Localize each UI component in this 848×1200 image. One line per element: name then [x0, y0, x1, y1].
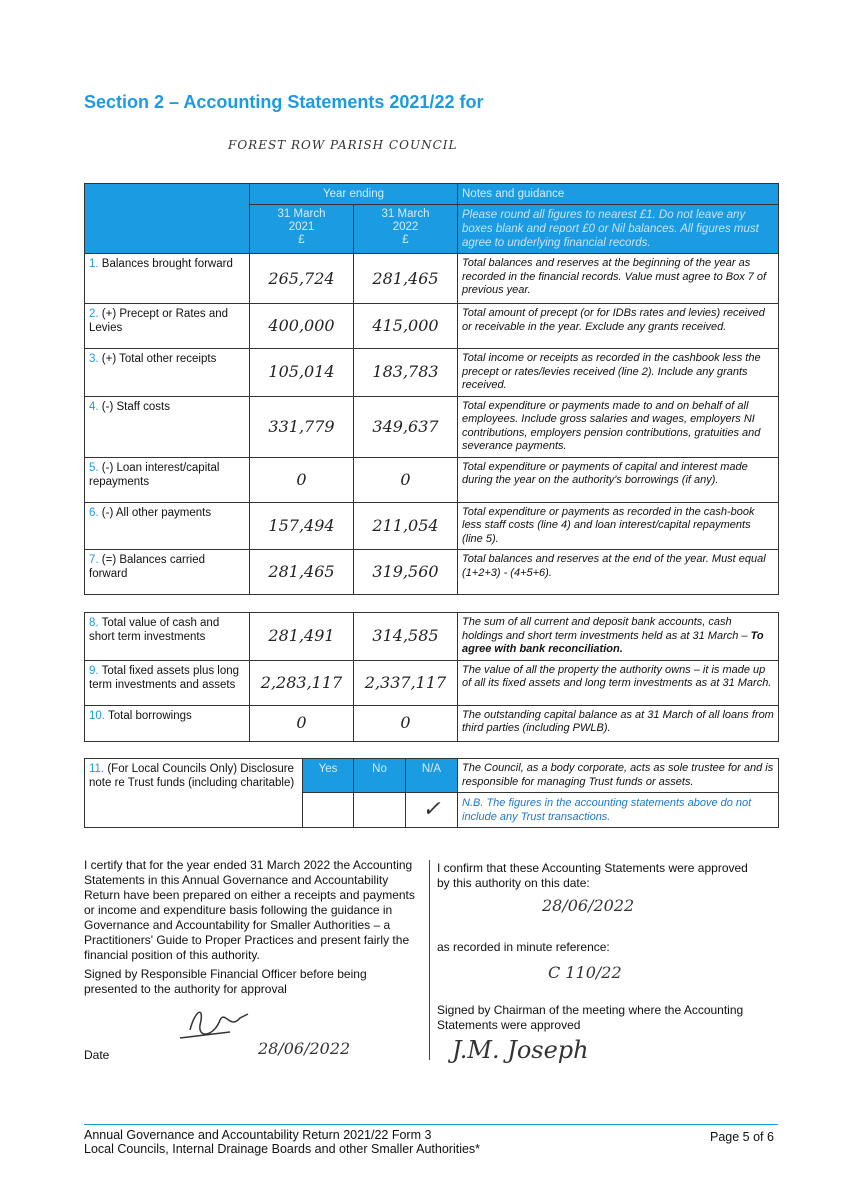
trust-label: (For Local Councils Only) Disclosure note re Trust funds (including charitable)	[89, 763, 295, 789]
row-label: Total value of cash and short term investments	[89, 617, 220, 643]
row-number: 9.	[89, 664, 99, 677]
trust-note-2: N.B. The figures in the accounting statements above do not include any Trust transactions.	[458, 793, 779, 828]
rfo-certification-text: I certify that for the year ended 31 March 2022 the Accounting Statements in this Annual Governance and Accountability Return have been prepared on either a receipts and payments or income and expenditure basis following the guidance in Governance and Accountability for Smaller Authorities – a Practitioners' Guide to Proper Practices and present fairly the financial position of this authority.	[84, 858, 415, 962]
minute-reference: C 110/22	[548, 963, 622, 982]
trust-no-box[interactable]	[354, 793, 406, 828]
footer-rule	[84, 1124, 778, 1125]
rfo-signature	[170, 1000, 260, 1045]
table-row	[85, 502, 779, 550]
trust-na-header: N/A	[406, 759, 458, 793]
chair-signature: J.M. Joseph	[452, 1036, 589, 1064]
row-note-text: Total amount of precept (or for IDBs rates and levies) received or receivable in the year. Exclude any grants received.	[462, 307, 765, 333]
table-row	[85, 550, 779, 595]
row-note-text: Total expenditure or payments made to and on behalf of all employees. Include gross salaries and wages, employers NI contributions, employers pension contributions, gratuities and severance payments.	[462, 399, 761, 452]
row-note	[458, 457, 779, 502]
blank-header-cell	[85, 184, 250, 254]
trust-na-box[interactable]	[406, 793, 458, 828]
row-number: 4.	[89, 400, 99, 413]
row-note	[458, 660, 779, 705]
approval-text: I confirm that these Accounting Statements were approved by this authority on this date:	[437, 861, 748, 890]
value-2022[interactable]: 0	[354, 705, 458, 741]
value-2022[interactable]: 211,054	[354, 502, 458, 550]
col-2021-header: 31 March 2021 £	[250, 205, 354, 254]
row-label-cell	[85, 502, 250, 550]
assets-table	[84, 612, 779, 742]
row-note	[458, 613, 779, 661]
row-note-text: Total balances and reserves at the beginning of the year as recorded in the financial records. Value must agree to Box 7 of previous year.	[462, 257, 767, 296]
row-label: (=) Balances carried forward	[89, 554, 206, 580]
row-note-text: The sum of all current and deposit bank accounts, cash holdings and short term investments held as at 31 March –	[462, 616, 748, 642]
row-label: Balances brought forward	[101, 258, 233, 270]
row-label-cell	[85, 349, 250, 397]
row-note-text: The outstanding capital balance as at 31 March of all loans from third parties (including PWLB).	[462, 708, 774, 734]
row-number: 10.	[89, 709, 105, 722]
row-number: 6.	[89, 506, 99, 519]
row-note-text: Total balances and reserves at the end of the year. Must equal (1+2+3) - (4+5+6).	[462, 553, 766, 579]
column-divider	[429, 860, 430, 1060]
row-note-bold: To agree with bank reconciliation.	[462, 629, 764, 655]
row-note	[458, 550, 779, 595]
row-note	[458, 705, 779, 741]
value-2021[interactable]: 0	[250, 705, 354, 741]
value-2021[interactable]: 0	[250, 457, 354, 502]
row-label-cell	[85, 705, 250, 741]
row-note	[458, 304, 779, 349]
row-number: 3.	[89, 353, 99, 365]
row-note-text: Total expenditure or payments of capital and interest made during the year on the authority's borrowings (if any).	[462, 460, 748, 486]
year-ending-header: Year ending	[250, 184, 458, 205]
chair-signed-text: Signed by Chairman of the meeting where the Accounting Statements were approved	[437, 1003, 744, 1032]
rfo-date: 28/06/2022	[258, 1039, 351, 1058]
value-2022[interactable]: 349,637	[354, 396, 458, 457]
value-2022[interactable]: 415,000	[354, 304, 458, 349]
row-label-cell	[85, 660, 250, 705]
row-label-cell	[85, 254, 250, 304]
notes-header: Notes and guidance	[458, 184, 779, 205]
approval-date: 28/06/2022	[542, 896, 635, 915]
value-2022[interactable]: 319,560	[354, 550, 458, 595]
trust-funds-table	[84, 758, 779, 828]
table-row	[85, 396, 779, 457]
row-label: Total fixed assets plus long term investments and assets	[89, 664, 240, 691]
row-note	[458, 349, 779, 397]
value-2021[interactable]: 331,779	[250, 396, 354, 457]
row-number: 7.	[89, 554, 99, 566]
row-label: (-) Loan interest/capital repayments	[89, 461, 220, 488]
value-2022[interactable]: 0	[354, 457, 458, 502]
trust-yes-header: Yes	[303, 759, 354, 793]
footer-text	[84, 1128, 480, 1156]
row-note-text: Total income or receipts as recorded in the cashbook less the precept or rates/levies received (line 2). Include any grants received.	[462, 352, 761, 391]
row-number: 8.	[89, 617, 99, 629]
row-label: (+) Precept or Rates and Levies	[89, 308, 229, 334]
table-row	[85, 705, 779, 741]
table-row	[85, 457, 779, 502]
value-2021[interactable]: 2,283,117	[250, 660, 354, 705]
authority-name: FOREST ROW PARISH COUNCIL	[228, 138, 458, 152]
row-number: 2.	[89, 308, 99, 320]
row-note	[458, 254, 779, 304]
value-2021[interactable]: 281,465	[250, 550, 354, 595]
value-2022[interactable]: 281,465	[354, 254, 458, 304]
col-2022-header: 31 March 2022 £	[354, 205, 458, 254]
value-2021[interactable]: 105,014	[250, 349, 354, 397]
table-row	[85, 660, 779, 705]
row-label: (-) Staff costs	[101, 400, 170, 413]
table-row	[85, 349, 779, 397]
value-2022[interactable]: 183,783	[354, 349, 458, 397]
table-row	[85, 254, 779, 304]
value-2021[interactable]: 400,000	[250, 304, 354, 349]
check-mark-icon: ✓	[422, 796, 441, 822]
minute-text: as recorded in minute reference:	[437, 940, 610, 954]
value-2021[interactable]: 281,491	[250, 613, 354, 661]
row-label-cell	[85, 304, 250, 349]
row-label-cell	[85, 550, 250, 595]
value-2022[interactable]: 314,585	[354, 613, 458, 661]
trust-no-header: No	[354, 759, 406, 793]
trust-yes-box[interactable]	[303, 793, 354, 828]
value-2022[interactable]: 2,337,117	[354, 660, 458, 705]
date-label: Date	[84, 1048, 110, 1062]
row-label-cell	[85, 613, 250, 661]
trust-note-1: The Council, as a body corporate, acts as sole trustee for and is responsible for managing Trust funds or assets.	[458, 759, 779, 793]
row-label-cell	[85, 396, 250, 457]
trust-label-cell	[85, 759, 303, 828]
row-label-cell	[85, 457, 250, 502]
page-number: Page 5 of 6	[710, 1130, 774, 1144]
row-label: (+) Total other receipts	[101, 353, 217, 365]
table-row	[85, 613, 779, 661]
row-label: (-) All other payments	[101, 506, 212, 519]
value-2021[interactable]: 157,494	[250, 502, 354, 550]
row-note-text: Total expenditure or payments as recorded in the cash-book less staff costs (line 4) and loan interest/capital repayments (line 5).	[462, 505, 755, 545]
footer-line-2: Local Councils, Internal Drainage Boards and other Smaller Authorities*	[84, 1142, 481, 1156]
trust-num: 11.	[89, 763, 105, 775]
row-note-text: The value of all the property the authority owns – it is made up of all its fixed assets and long term investments as at 31 March.	[462, 663, 772, 689]
row-note	[458, 396, 779, 457]
notes-subheader: Please round all figures to nearest £1. Do not leave any boxes blank and report £0 or Nil balances. All figures must agree to underlying financial records.	[458, 205, 779, 254]
row-number: 5.	[89, 461, 99, 474]
row-number: 1.	[89, 258, 99, 270]
accounting-statements-table	[84, 183, 779, 595]
row-note	[458, 502, 779, 550]
row-label: Total borrowings	[108, 709, 192, 722]
section-title: Section 2 – Accounting Statements 2021/22 for	[84, 92, 484, 112]
footer-line-1: Annual Governance and Accountability Return 2021/22 Form 3	[84, 1128, 432, 1142]
rfo-signed-text: Signed by Responsible Financial Officer before being presented to the authority for approval	[84, 967, 367, 996]
value-2021[interactable]: 265,724	[250, 254, 354, 304]
table-row	[85, 304, 779, 349]
